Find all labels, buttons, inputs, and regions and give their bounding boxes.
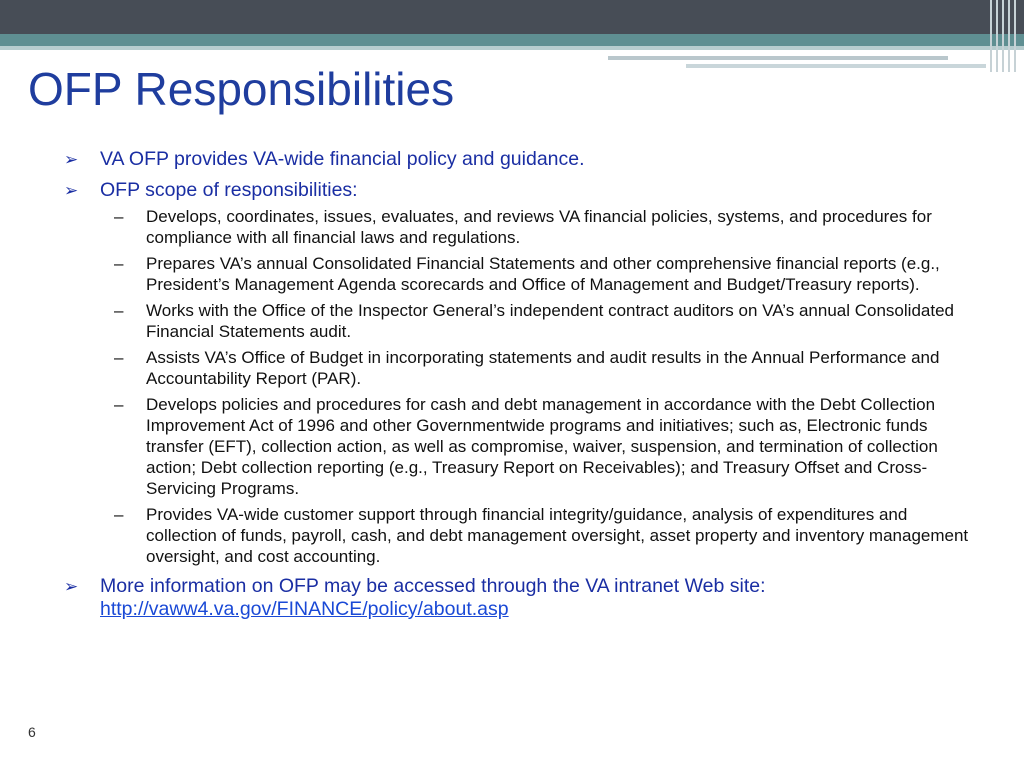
header-band-dark	[0, 0, 1024, 34]
page-number: 6	[28, 724, 36, 740]
sub-bullet-text: Assists VA’s Office of Budget in incorporating statements and audit results in the Annual Performance and Accountability Report (PAR).	[146, 348, 940, 388]
bullet-item	[64, 179, 974, 202]
header-band-teal	[0, 34, 1024, 46]
bullet-item	[64, 575, 974, 621]
sub-bullet-text: Provides VA-wide customer support through financial integrity/guidance, analysis of expenditures and collection of funds, payroll, cash, and debt management oversight, asset property and inventory management oversight, and cost accounting.	[146, 505, 969, 566]
dash-marker: –	[114, 207, 124, 226]
arrow-bullet-icon: ➢	[64, 577, 79, 596]
sub-bullet-item	[64, 206, 974, 248]
header-accent-line	[686, 64, 986, 68]
arrow-bullet-icon: ➢	[64, 181, 79, 200]
dash-marker: –	[114, 505, 124, 524]
sub-bullet-item	[64, 253, 974, 295]
finance-policy-link[interactable]: http://vaww4.va.gov/FINANCE/policy/about.asp	[100, 598, 509, 620]
header-band-light	[0, 46, 1024, 50]
sub-bullet-text: Develops policies and procedures for cash and debt management in accordance with the Debt Collection Improvement Act of 1996 and other Governmentwide programs and initiatives; such as, Electronic funds transfer (EFT), collection action, as well as compromise, waiver, suspension, and termination of collection action; Debt collection reporting (e.g., Treasury Report on Receivables); and Treasury Offset and Cross-Servicing Programs.	[146, 395, 938, 498]
sub-bullet-item	[64, 394, 974, 499]
dash-marker: –	[114, 395, 124, 414]
arrow-bullet-icon: ➢	[64, 150, 79, 169]
dash-marker: –	[114, 301, 124, 320]
sub-bullet-text: Develops, coordinates, issues, evaluates, and reviews VA financial policies, systems, and procedures for compliance with all financial laws and regulations.	[146, 207, 932, 247]
sub-bullet-item	[64, 504, 974, 567]
dash-marker: –	[114, 348, 124, 367]
header-accent-line	[608, 56, 948, 60]
slide-body	[64, 148, 974, 629]
slide-title: OFP Responsibilities	[28, 63, 455, 115]
header-vertical-stripes	[986, 0, 1024, 72]
bullet-text: More information on OFP may be accessed through the VA intranet Web site:	[100, 575, 766, 597]
bullet-text: OFP scope of responsibilities:	[100, 179, 358, 201]
bullet-text: VA OFP provides VA-wide financial policy and guidance.	[100, 148, 585, 170]
sub-bullet-text: Works with the Office of the Inspector General’s independent contract auditors on VA’s annual Consolidated Financial Statements audit.	[146, 301, 954, 341]
sub-bullet-item	[64, 347, 974, 389]
sub-bullet-text: Prepares VA’s annual Consolidated Financial Statements and other comprehensive financial reports (e.g., President’s Management Agenda scorecards and Office of Management and Budget/Treasury reports).	[146, 254, 940, 294]
bullet-item	[64, 148, 974, 171]
sub-bullet-item	[64, 300, 974, 342]
dash-marker: –	[114, 254, 124, 273]
